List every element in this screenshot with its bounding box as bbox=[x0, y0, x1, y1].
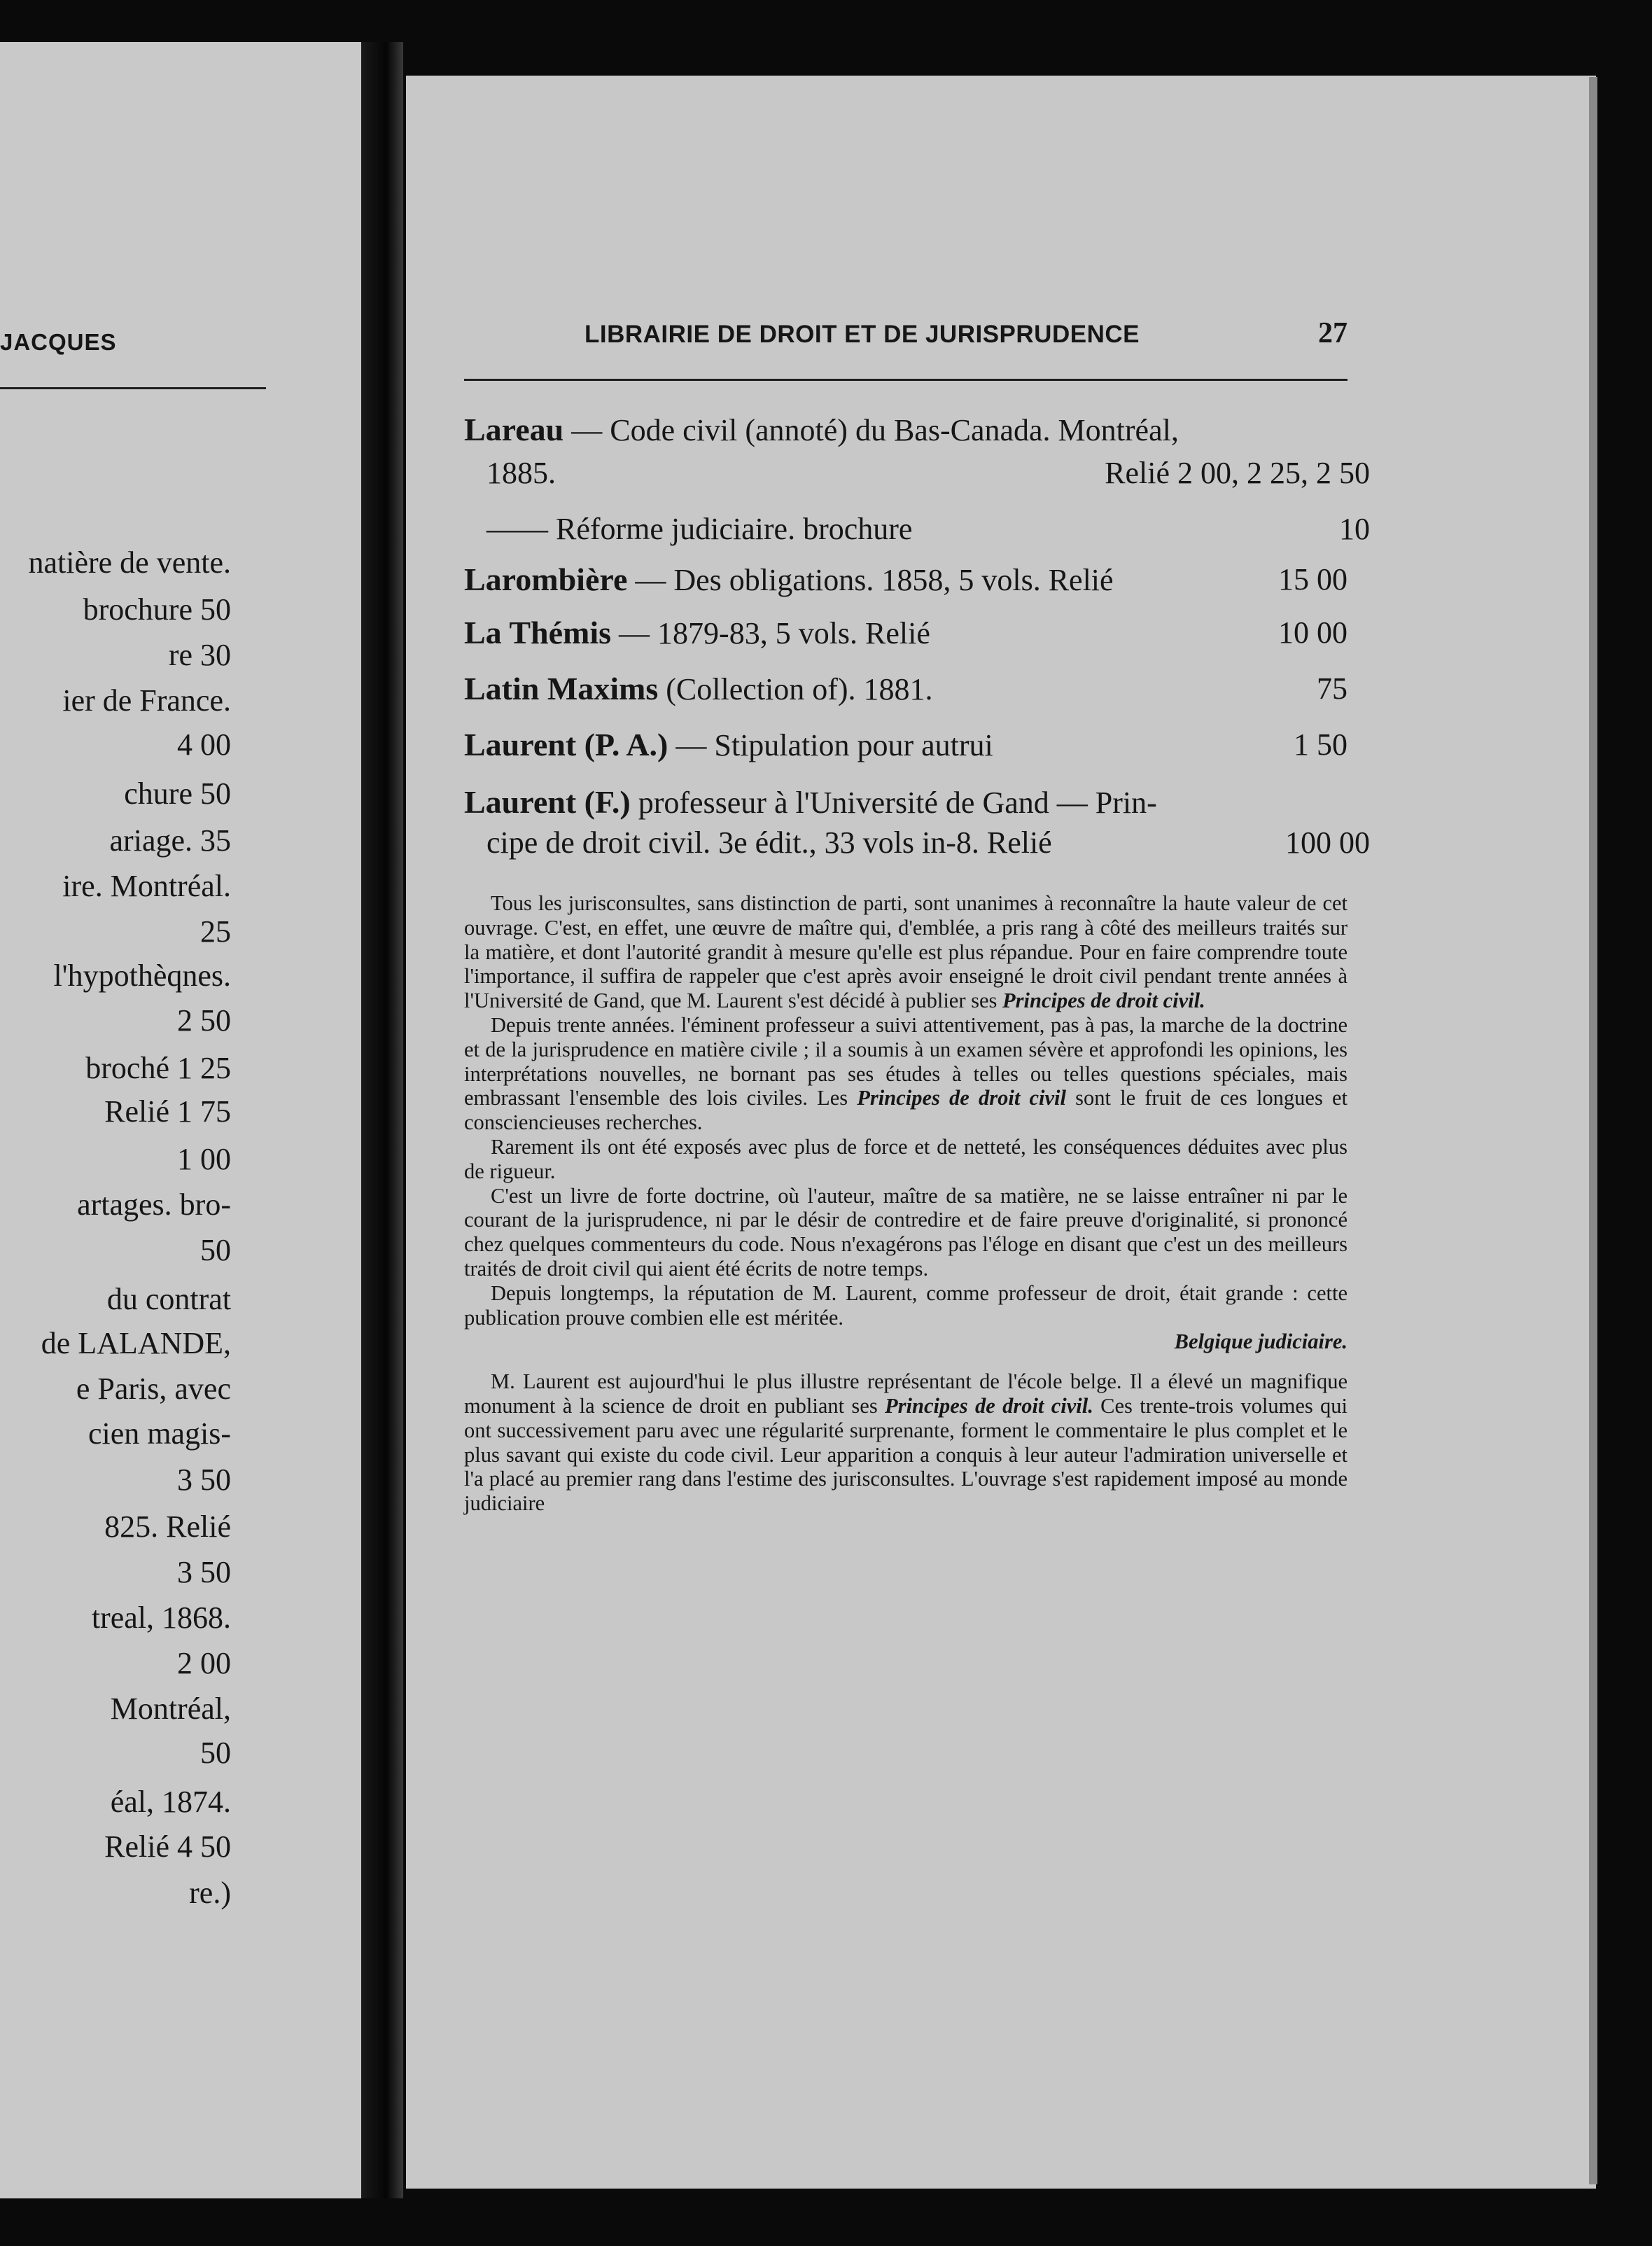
book-title: Principes de droit civil. bbox=[1002, 989, 1205, 1013]
book-gutter bbox=[361, 42, 403, 2198]
left-page-line: 3 50 bbox=[177, 1463, 231, 1497]
left-page-line: 50 bbox=[200, 1736, 231, 1770]
left-page-line: l'hypothèqnes. bbox=[53, 958, 231, 993]
review-paragraph: Rarement ils ont été exposés avec plus de force et de netteté, les conséquences déduites avec plus de rigueur. bbox=[464, 1134, 1348, 1183]
entry-author-initials: (F.) bbox=[576, 784, 631, 820]
left-page-line: chure 50 bbox=[124, 776, 231, 811]
left-page-line: 1 00 bbox=[177, 1142, 231, 1176]
entry-author: Lareau bbox=[464, 412, 564, 447]
entry-title: — Stipulation pour autrui bbox=[668, 728, 993, 762]
entry-author: Laurent bbox=[464, 784, 577, 820]
left-page-line: ariage. 35 bbox=[109, 823, 231, 858]
entry-price: 75 bbox=[1317, 671, 1348, 706]
entry-title: (Collection of). 1881. bbox=[658, 672, 933, 706]
entry-title: Réforme judiciaire. brochure bbox=[548, 512, 913, 546]
header-rule bbox=[464, 379, 1348, 381]
catalog-entry bbox=[464, 665, 1348, 713]
review-paragraph: Depuis trente années. l'éminent professeur a suivi attentivement, pas à pas, la marche de la doctrine et de la jurisprudence en matière civile ; il a soumis à un examen sévère et approfondi les opinions, les interprétations nouvelles, ne bornant pas ses études à telles ou telles questions spéciales, mais embrassant l'ensemble des lois civiles. Les Principes de droit civil sont le fruit de ces longues et consciencieuses recherches. bbox=[464, 1012, 1348, 1135]
catalog-entry bbox=[464, 721, 1348, 769]
catalog-entry-line2 bbox=[464, 819, 1370, 867]
left-page-line: du contrat bbox=[106, 1282, 231, 1316]
left-page-line: cien magis- bbox=[88, 1416, 231, 1451]
entry-dash: —— bbox=[486, 512, 548, 546]
left-page-line: re 30 bbox=[168, 638, 231, 672]
catalog-entry bbox=[464, 556, 1348, 604]
left-header-rule bbox=[0, 387, 266, 389]
left-page bbox=[0, 42, 361, 2198]
page-number: 27 bbox=[1318, 317, 1348, 349]
left-page-line: re.) bbox=[189, 1876, 231, 1910]
left-page-line: 50 bbox=[200, 1233, 231, 1267]
entry-title: — 1879-83, 5 vols. Relié bbox=[611, 616, 930, 650]
entry-author: Laurent bbox=[464, 727, 577, 762]
left-page-line: Relié 1 75 bbox=[104, 1094, 231, 1129]
left-page-line: e Paris, avec bbox=[76, 1372, 231, 1406]
page-edge bbox=[1589, 77, 1597, 2184]
entry-title: — Des obligations. 1858, 5 vols. Relié bbox=[627, 563, 1114, 597]
book-title: Principes de droit civil bbox=[857, 1086, 1066, 1110]
left-page-line: 25 bbox=[200, 914, 231, 949]
entry-author: Latin Maxims bbox=[464, 671, 659, 706]
running-header: LIBRAIRIE DE DROIT ET DE JURISPRUDENCE bbox=[584, 321, 1140, 348]
review-paragraph: Depuis longtemps, la réputation de M. Laurent, comme professeur de droit, était grande : cette publication prouve combien elle est méritée. bbox=[464, 1281, 1348, 1330]
catalog-entry bbox=[464, 406, 1348, 454]
review-paragraph: Tous les jurisconsultes, sans distinction de parti, sont unanimes à reconnaître la haute valeur de cet ouvrage. C'est, en effet, une œuvre de maître qui, d'emblée, a pris rang à côté des meilleurs traités sur la matière, et dont l'autorité grandit à mesure qu'elle est plus répandue. Pour en faire comprendre toute l'importance, il suffira de rappeler que c'est après avoir enseigné le droit civil pendant trente années à l'Université de Gand, que M. Laurent s'est décidé à publier ses Principes de droit civil. bbox=[464, 891, 1348, 1013]
entry-year: 1885. bbox=[486, 456, 556, 490]
entry-price: 1 50 bbox=[1294, 727, 1348, 762]
entry-price: 10 00 bbox=[1278, 615, 1348, 650]
left-page-line: ire. Montréal. bbox=[62, 869, 231, 903]
review-text bbox=[464, 891, 1348, 1516]
left-page-line: de LALANDE, bbox=[41, 1326, 231, 1360]
left-page-line: broché 1 25 bbox=[85, 1051, 231, 1085]
left-page-line: 2 50 bbox=[177, 1003, 231, 1038]
left-page-line: brochure 50 bbox=[83, 592, 231, 627]
left-page-line: 4 00 bbox=[177, 727, 231, 762]
entry-price: 15 00 bbox=[1278, 562, 1348, 597]
entry-author: La Thémis bbox=[464, 615, 612, 650]
left-page-line: éal, 1874. bbox=[110, 1785, 231, 1819]
left-page-line: artages. bro- bbox=[77, 1187, 231, 1222]
entry-title: professeur à l'Université de Gand — Prin- bbox=[630, 786, 1157, 820]
review-source: Belgique judiciaire. bbox=[1174, 1330, 1348, 1354]
left-page-header: JACQUES bbox=[0, 329, 117, 355]
book-title: Principes de droit civil. bbox=[885, 1393, 1093, 1418]
entry-price: 100 00 bbox=[1285, 825, 1370, 860]
left-page-line: Relié 4 50 bbox=[104, 1829, 231, 1864]
entry-author: Larombière bbox=[464, 562, 628, 597]
left-page-line: ier de France. bbox=[62, 683, 231, 718]
catalog-entry bbox=[464, 505, 1370, 553]
entry-author-initials: (P. A.) bbox=[576, 727, 668, 762]
left-page-line: 3 50 bbox=[177, 1555, 231, 1589]
entry-price: Relié 2 00, 2 25, 2 50 bbox=[1105, 456, 1370, 490]
review-paragraph: M. Laurent est aujourd'hui le plus illustre représentant de l'école belge. Il a élevé un magnifique monument à la science de droit en publiant ses Principes de droit civil. Ces trente-trois volumes qui ont successivement paru avec une régularité surprenante, forment le commentaire le plus complet et le plus savant qui existe du code civil. Leur apparition a conquis à leur auteur l'admiration universelle et l'a placé au premier rang dans l'estime des jurisconsultes. L'ouvrage s'est rapidement imposé au monde judiciaire bbox=[464, 1369, 1348, 1516]
review-paragraph: C'est un livre de forte doctrine, où l'auteur, maître de sa matière, ne se laisse entraîner ni par le courant de la jurisprudence, ni par le désir de contredire et de faire preuve d'originalité, si prononcé chez quelques commenteurs du code. Nous n'exagérons pas l'éloge en disant que c'est un des meilleurs traités de droit civil qui aient été écrits de notre temps. bbox=[464, 1183, 1348, 1281]
left-page-line: Montréal, bbox=[110, 1692, 231, 1726]
entry-title: — Code civil (annoté) du Bas-Canada. Montréal, bbox=[564, 413, 1179, 447]
left-page-line: 825. Relié bbox=[104, 1509, 231, 1544]
left-page-line: natière de vente. bbox=[28, 545, 231, 580]
entry-edition: cipe de droit civil. 3e édit., 33 vols in-8. Relié bbox=[486, 825, 1052, 860]
catalog-entry bbox=[464, 609, 1348, 657]
left-page-line: treal, 1868. bbox=[91, 1600, 231, 1635]
left-page-line: 2 00 bbox=[177, 1646, 231, 1680]
entry-price: 10 bbox=[1339, 512, 1370, 546]
catalog-entry-line2 bbox=[464, 449, 1370, 497]
